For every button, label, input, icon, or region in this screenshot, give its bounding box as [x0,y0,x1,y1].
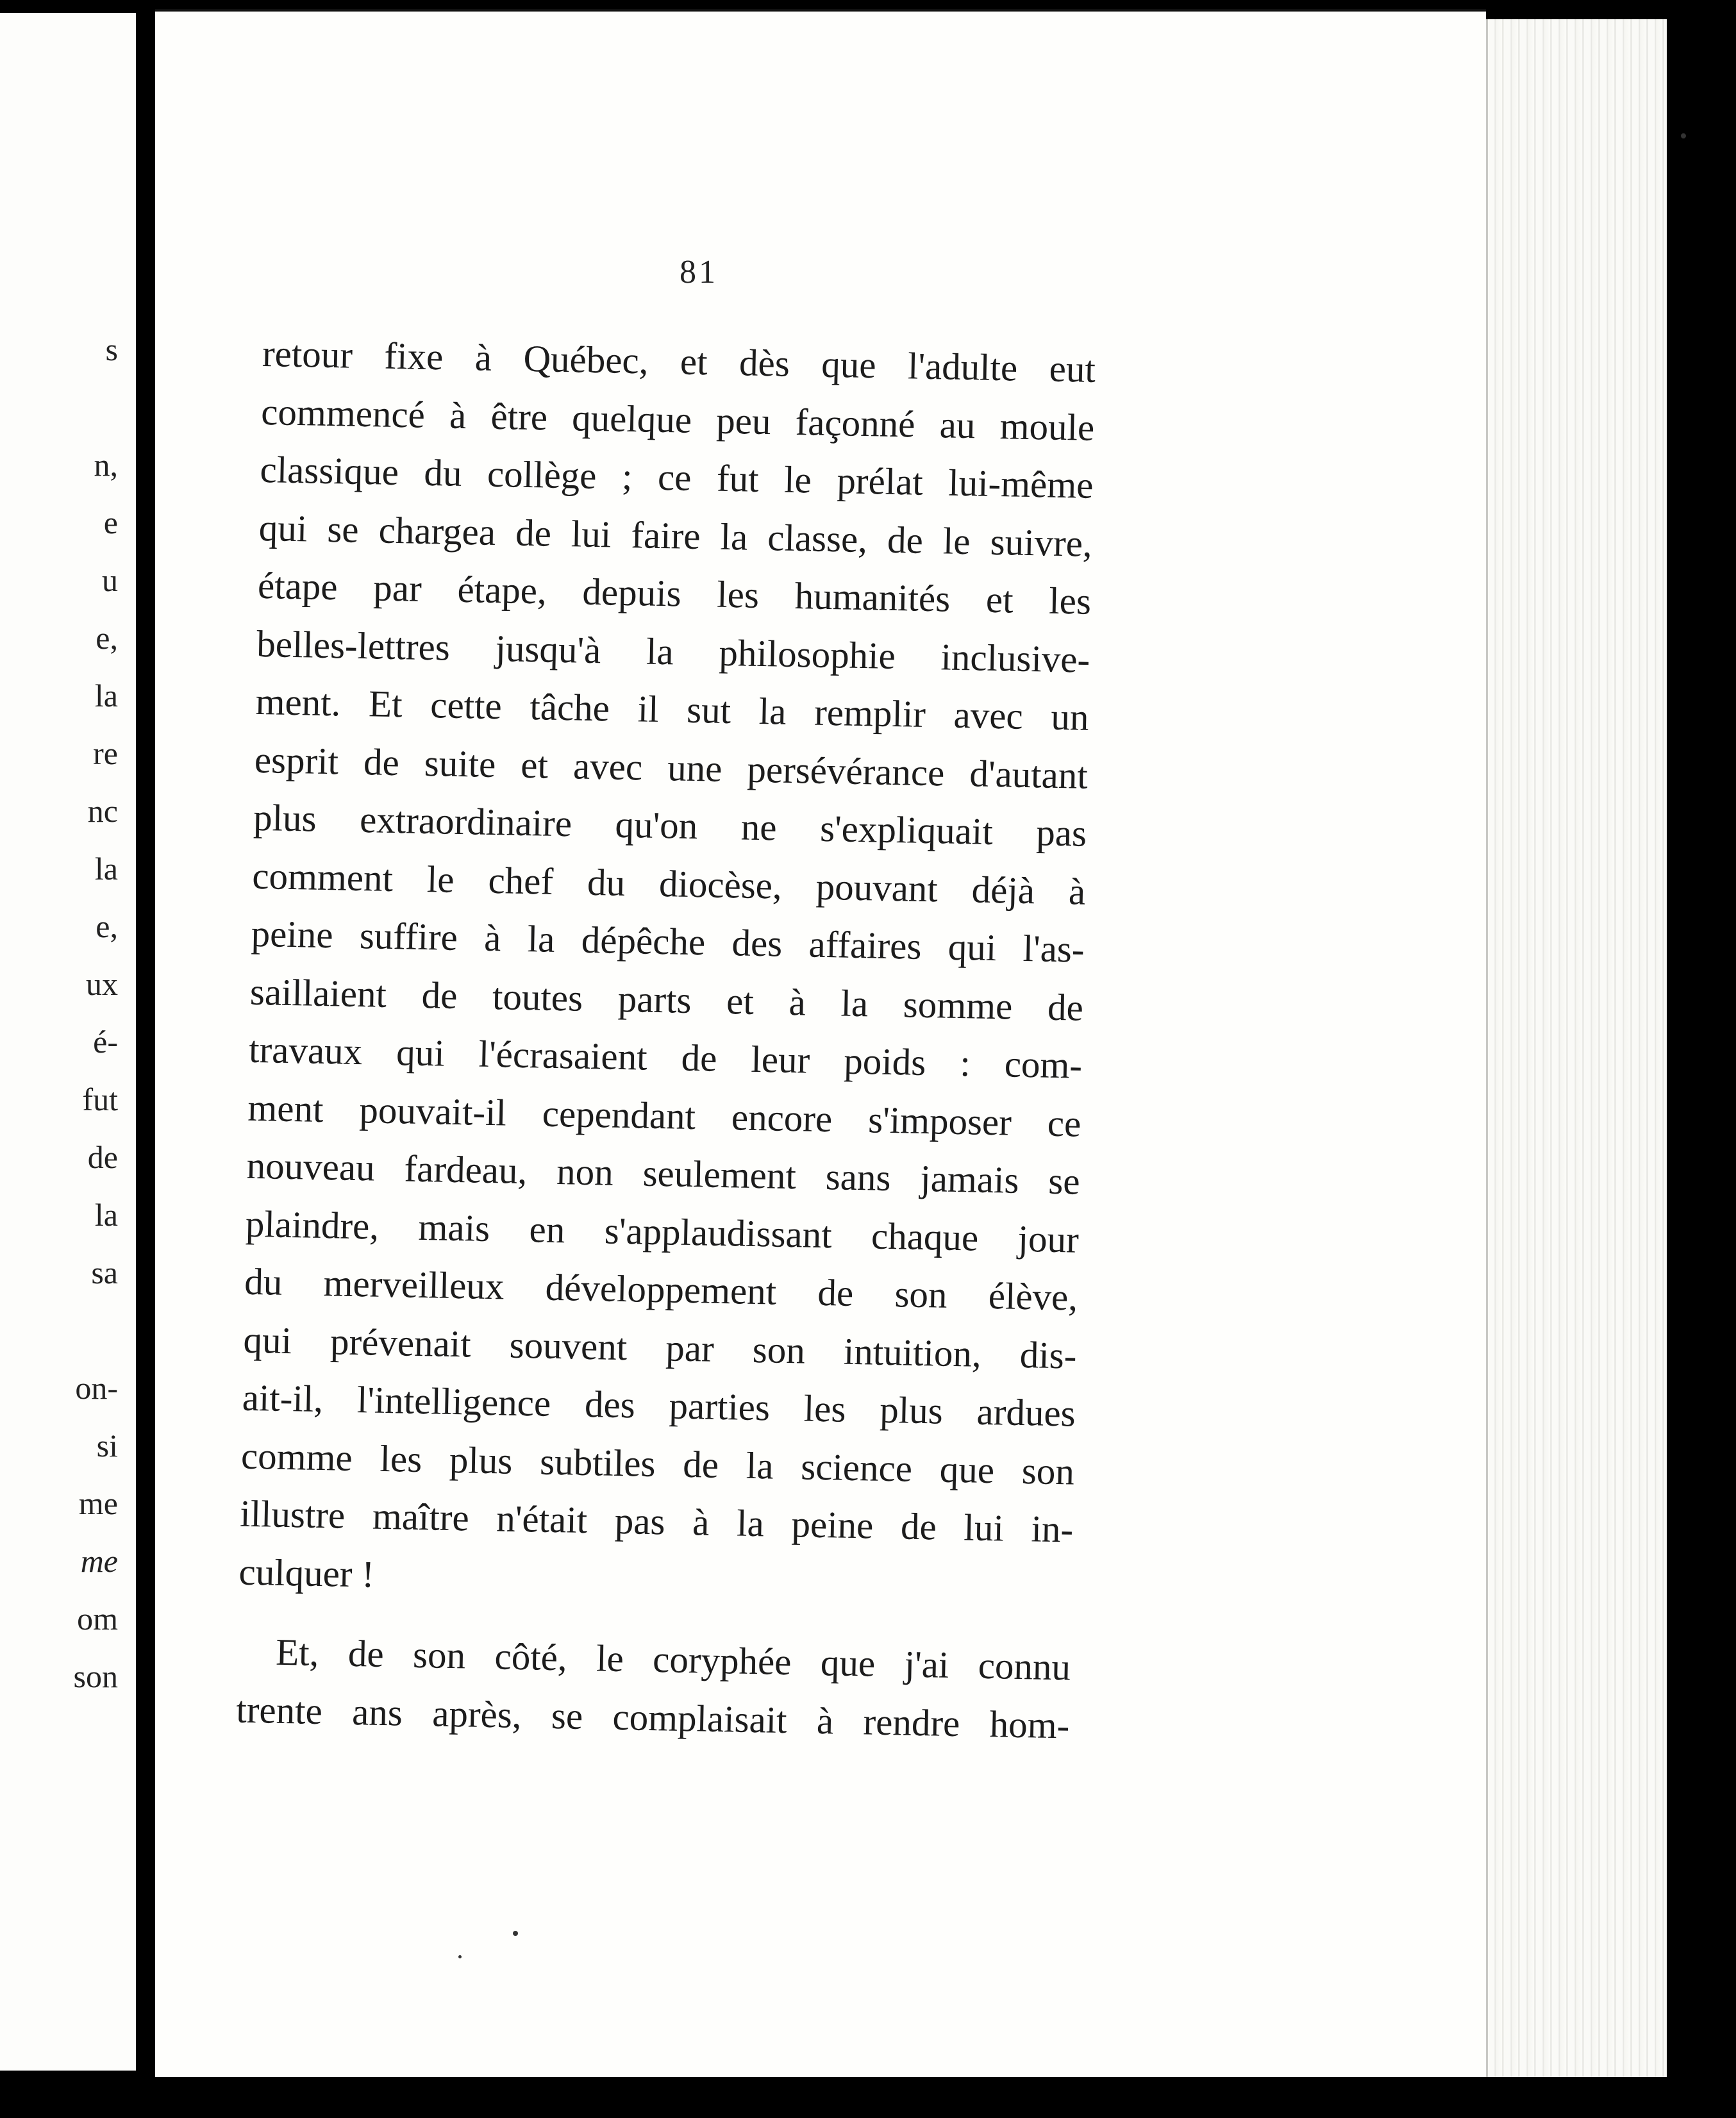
left-page-text-fragment: la [94,678,118,713]
text-line: retour fixe à Québec, et dès que l'adulte eut [262,331,1096,390]
text-line: esprit de suite et avec une persévérance d'autant [254,738,1089,797]
book-gutter [136,0,155,2118]
text-line: plus extraordinaire qu'on ne s'expliquait pas [253,796,1087,855]
text-line: illustre maître n'était pas à la peine de lui in- [239,1492,1074,1551]
text-line: ment. Et cette tâche il sut la remplir avec un [255,680,1090,738]
left-page-text-fragment: e, [96,620,118,656]
text-line: trente ans après, se complaisait à rendre hom- [235,1688,1070,1747]
left-page-text-fragment: n, [94,447,118,483]
ink-speck [458,1955,462,1958]
text-line: ait-il, l'intelligence des parties les plus ardues [242,1376,1076,1435]
text-line: comme les plus subtiles de la science que son [240,1434,1075,1493]
left-page-text-fragment: me [78,1485,118,1521]
text-line: saillaient de toutes parts et à la somme de [249,970,1084,1029]
text-line: plaindre, mais en s'applaudissant chaque jour [245,1202,1080,1261]
left-page-text-fragment: re [93,735,118,771]
left-page-text-fragment: sa [91,1255,118,1290]
text-line: belles-lettres jusqu'à la philosophie inclusive- [256,622,1090,681]
left-page-text-fragment: s [105,331,118,367]
text-line: du merveilleux développement de son élève, [244,1260,1078,1319]
text-line: culquer ! [238,1550,375,1596]
text-line: comment le chef du diocèse, pouvant déjà à [251,854,1086,913]
page-number: 81 [680,254,718,290]
text-line: travaux qui l'écrasaient de leur poids : com- [248,1028,1083,1087]
left-page-text-fragment: e [103,504,118,540]
text-line: classique du collège ; ce fut le prélat lui-même [260,447,1094,506]
text-line: Et, de son côté, le coryphée que j'ai connu [275,1630,1071,1689]
background-shadow [1667,0,1736,2118]
bottom-shadow [155,2077,1674,2118]
left-page-text-fragment: son [73,1658,118,1694]
ink-speck [513,1931,518,1936]
ink-speck [1681,133,1686,138]
text-line: qui prévenait souvent par son intuition, dis- [242,1318,1077,1377]
left-page-text-fragment: la [94,851,118,887]
text-line: commencé à être quelque peu façonné au moule [260,390,1095,449]
left-page-text-fragment: me [80,1543,118,1579]
left-page-text-fragment: ux [86,966,118,1002]
left-page-text-fragment: é- [93,1024,118,1060]
left-page-text-fragment: fut [82,1081,118,1117]
left-page-text-fragment: nc [87,793,118,829]
text-line: qui se chargea de lui faire la classe, de le suivre, [258,506,1093,565]
text-line: ment pouvait-il cependant encore s'imposer ce [247,1086,1081,1145]
left-page-text-fragment: om [77,1601,118,1637]
text-line: étape par étape, depuis les humanités et les [257,563,1092,622]
body-text [236,324,1115,1755]
left-page-text-fragment: on- [75,1370,118,1406]
text-line: nouveau fardeau, non seulement sans jamais se [246,1144,1081,1203]
text-line: peine suffire à la dépêche des affaires qui l'as- [251,912,1085,971]
left-page-text-fragment: la [94,1197,118,1233]
left-page-text-fragment: de [87,1139,118,1175]
left-page-text-fragment: e, [96,908,118,944]
left-page-text-fragment: u [102,562,118,598]
page-edges [1486,19,1675,2083]
left-page-text-fragment: si [96,1428,118,1463]
previous-page-fragment [0,13,140,2071]
